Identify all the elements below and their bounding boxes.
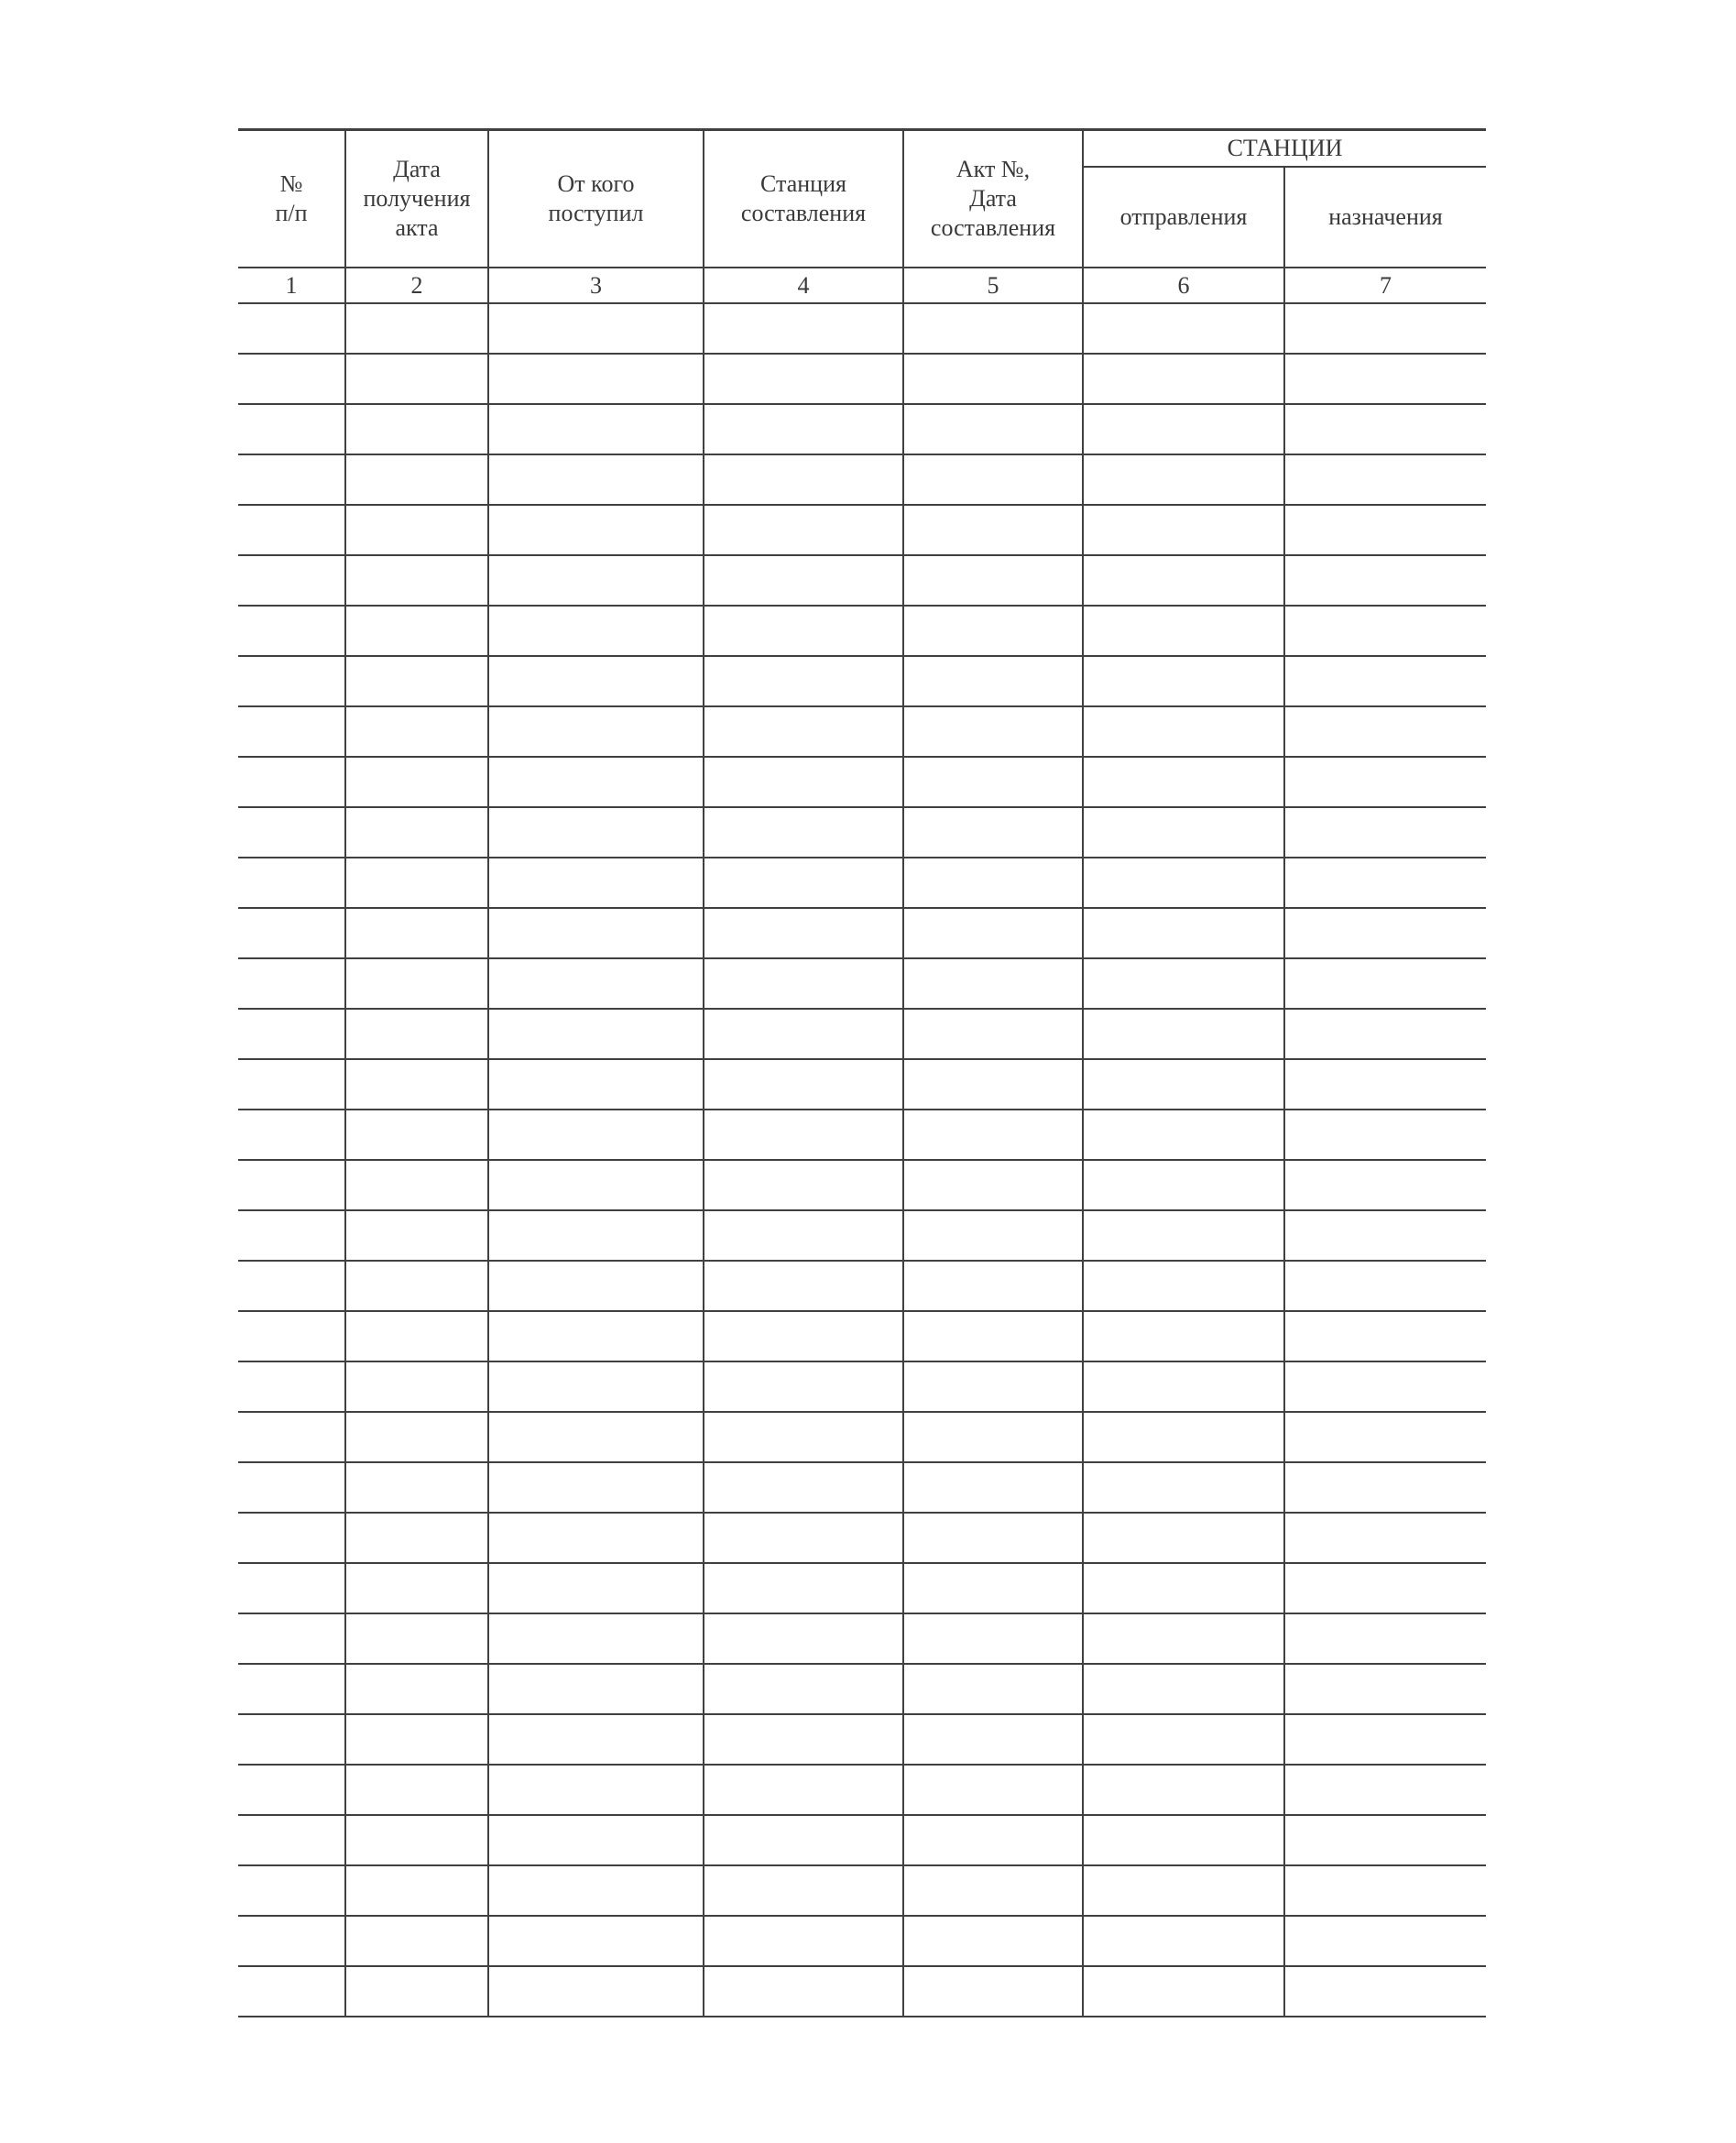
table-cell[interactable] (1284, 1160, 1486, 1210)
table-cell[interactable] (488, 1563, 704, 1613)
table-cell[interactable] (1083, 807, 1284, 858)
table-cell[interactable] (488, 404, 704, 454)
table-cell[interactable] (1284, 1361, 1486, 1412)
table-row (238, 1613, 1486, 1664)
table-cell[interactable] (903, 606, 1083, 656)
table-cell[interactable] (1083, 1765, 1284, 1815)
table-cell[interactable] (903, 1714, 1083, 1765)
table-cell[interactable] (1083, 1210, 1284, 1261)
table-cell[interactable] (704, 555, 903, 606)
table-cell[interactable] (903, 706, 1083, 757)
table-cell[interactable] (238, 1160, 345, 1210)
table-cell[interactable] (903, 1412, 1083, 1462)
table-cell[interactable] (704, 606, 903, 656)
table-row (238, 1513, 1486, 1563)
table-cell[interactable] (345, 1412, 488, 1462)
table-cell[interactable] (488, 656, 704, 706)
table-cell[interactable] (704, 656, 903, 706)
table-cell[interactable] (238, 656, 345, 706)
table-cell[interactable] (345, 1765, 488, 1815)
table-cell[interactable] (238, 1210, 345, 1261)
table-cell[interactable] (1284, 1261, 1486, 1311)
table-cell[interactable] (903, 1664, 1083, 1714)
table-row (238, 757, 1486, 807)
table-cell[interactable] (1284, 1966, 1486, 2017)
table-cell[interactable] (345, 1311, 488, 1361)
table-cell[interactable] (345, 807, 488, 858)
table-row (238, 404, 1486, 454)
table-cell[interactable] (1284, 757, 1486, 807)
table-cell[interactable] (1284, 958, 1486, 1009)
table-row (238, 1160, 1486, 1210)
header-group-stations: СТАНЦИИ (1083, 130, 1486, 168)
table-cell[interactable] (238, 303, 345, 354)
table-cell[interactable] (238, 908, 345, 958)
table-cell[interactable] (1083, 606, 1284, 656)
table-cell[interactable] (903, 1513, 1083, 1563)
table-cell[interactable] (1284, 1714, 1486, 1765)
table-cell[interactable] (238, 1513, 345, 1563)
table-cell[interactable] (1284, 1210, 1486, 1261)
table-cell[interactable] (238, 1110, 345, 1160)
table-cell[interactable] (488, 807, 704, 858)
table-row (238, 1916, 1486, 1966)
table-cell[interactable] (345, 958, 488, 1009)
table-cell[interactable] (1284, 1916, 1486, 1966)
table-cell[interactable] (1284, 1110, 1486, 1160)
table-cell[interactable] (345, 303, 488, 354)
table-cell[interactable] (903, 1361, 1083, 1412)
table-cell[interactable] (345, 1966, 488, 2017)
table-cell[interactable] (488, 1714, 704, 1765)
table-cell[interactable] (1284, 706, 1486, 757)
table-cell[interactable] (345, 505, 488, 555)
table-cell[interactable] (1284, 1664, 1486, 1714)
table-cell[interactable] (238, 1815, 345, 1865)
table-row (238, 354, 1486, 404)
table-cell[interactable] (488, 1160, 704, 1210)
header-row-top (238, 130, 1486, 168)
column-number-1: 1 (238, 268, 345, 303)
table-row (238, 606, 1486, 656)
table-cell[interactable] (488, 1613, 704, 1664)
table-cell[interactable] (1284, 1059, 1486, 1110)
table-cell[interactable] (345, 354, 488, 404)
table-cell[interactable] (903, 1110, 1083, 1160)
table-cell[interactable] (488, 1412, 704, 1462)
table-cell[interactable] (238, 354, 345, 404)
table-row (238, 1311, 1486, 1361)
table-cell[interactable] (1083, 757, 1284, 807)
table-cell[interactable] (704, 1563, 903, 1613)
table-cell[interactable] (704, 1210, 903, 1261)
table-cell[interactable] (488, 1361, 704, 1412)
table-row (238, 1210, 1486, 1261)
table-cell[interactable] (704, 1361, 903, 1412)
table-cell[interactable] (345, 1160, 488, 1210)
column-number-5: 5 (903, 268, 1083, 303)
table-cell[interactable] (345, 1865, 488, 1916)
table-cell[interactable] (345, 1462, 488, 1513)
table-cell[interactable] (704, 354, 903, 404)
table-row (238, 706, 1486, 757)
table-cell[interactable] (238, 1865, 345, 1916)
table-row (238, 505, 1486, 555)
table-cell[interactable] (704, 1765, 903, 1815)
table-cell[interactable] (488, 303, 704, 354)
table-cell[interactable] (345, 656, 488, 706)
table-cell[interactable] (488, 1966, 704, 2017)
table-row (238, 1059, 1486, 1110)
table-body (238, 303, 1486, 2017)
table-cell[interactable] (903, 1160, 1083, 1210)
table-cell[interactable] (345, 1563, 488, 1613)
table-cell[interactable] (1083, 1412, 1284, 1462)
table-cell[interactable] (704, 404, 903, 454)
table-cell[interactable] (704, 757, 903, 807)
table-cell[interactable] (903, 958, 1083, 1009)
column-number-2: 2 (345, 268, 488, 303)
table-cell[interactable] (488, 1210, 704, 1261)
table-cell[interactable] (1284, 354, 1486, 404)
header-col-destination: назначения (1284, 167, 1486, 268)
table-cell[interactable] (238, 1361, 345, 1412)
table-cell[interactable] (1284, 656, 1486, 706)
table-cell[interactable] (704, 1009, 903, 1059)
table-cell[interactable] (704, 1664, 903, 1714)
table-cell[interactable] (704, 454, 903, 505)
table-cell[interactable] (704, 1261, 903, 1311)
table-cell[interactable] (345, 1009, 488, 1059)
table-cell[interactable] (238, 807, 345, 858)
table-cell[interactable] (1284, 1311, 1486, 1361)
table-cell[interactable] (238, 1059, 345, 1110)
table-cell[interactable] (1083, 1513, 1284, 1563)
table-cell[interactable] (238, 555, 345, 606)
table-cell[interactable] (1083, 1361, 1284, 1412)
table-cell[interactable] (1284, 1462, 1486, 1513)
table-cell[interactable] (704, 1059, 903, 1110)
table-cell[interactable] (1284, 454, 1486, 505)
table-cell[interactable] (238, 1261, 345, 1311)
table-cell[interactable] (704, 1966, 903, 2017)
table-cell[interactable] (1284, 1563, 1486, 1613)
table-row (238, 1412, 1486, 1462)
table-cell[interactable] (1284, 858, 1486, 908)
table-cell[interactable] (488, 354, 704, 404)
table-cell[interactable] (1083, 1009, 1284, 1059)
table-cell[interactable] (704, 303, 903, 354)
table-cell[interactable] (488, 1261, 704, 1311)
table-cell[interactable] (345, 757, 488, 807)
table-cell[interactable] (345, 1261, 488, 1311)
table-cell[interactable] (488, 1513, 704, 1563)
table-cell[interactable] (1083, 1110, 1284, 1160)
table-cell[interactable] (238, 1311, 345, 1361)
header-col-receipt-date: Дата получения акта (345, 130, 488, 268)
table-row (238, 1361, 1486, 1412)
table-cell[interactable] (903, 354, 1083, 404)
table-cell[interactable] (238, 1714, 345, 1765)
table-cell[interactable] (1284, 908, 1486, 958)
table-cell[interactable] (1083, 454, 1284, 505)
table-cell[interactable] (1083, 858, 1284, 908)
table-cell[interactable] (238, 404, 345, 454)
table-cell[interactable] (488, 1311, 704, 1361)
table-cell[interactable] (488, 555, 704, 606)
table-cell[interactable] (903, 1815, 1083, 1865)
table-cell[interactable] (345, 1815, 488, 1865)
table-cell[interactable] (704, 1110, 903, 1160)
table-cell[interactable] (488, 1462, 704, 1513)
table-row (238, 908, 1486, 958)
header-col-number: № п/п (238, 130, 345, 268)
table-cell[interactable] (903, 908, 1083, 958)
table-cell[interactable] (488, 958, 704, 1009)
table-row (238, 454, 1486, 505)
table-cell[interactable] (238, 1563, 345, 1613)
table-row (238, 858, 1486, 908)
table-cell[interactable] (345, 1664, 488, 1714)
table-cell[interactable] (345, 1210, 488, 1261)
table-cell[interactable] (345, 404, 488, 454)
table-cell[interactable] (1083, 706, 1284, 757)
table-cell[interactable] (238, 958, 345, 1009)
table-cell[interactable] (345, 858, 488, 908)
table-cell[interactable] (1284, 303, 1486, 354)
table-cell[interactable] (488, 1664, 704, 1714)
table-cell[interactable] (345, 1513, 488, 1563)
table-cell[interactable] (1083, 1311, 1284, 1361)
table-cell[interactable] (238, 1462, 345, 1513)
table-cell[interactable] (903, 454, 1083, 505)
table-row (238, 1865, 1486, 1916)
table-cell[interactable] (238, 505, 345, 555)
table-cell[interactable] (903, 404, 1083, 454)
table-cell[interactable] (1083, 404, 1284, 454)
table-cell[interactable] (903, 1009, 1083, 1059)
table-cell[interactable] (238, 1613, 345, 1664)
table-row (238, 1765, 1486, 1815)
table-cell[interactable] (704, 1815, 903, 1865)
table-cell[interactable] (345, 908, 488, 958)
column-number-7: 7 (1284, 268, 1486, 303)
table-cell[interactable] (704, 1462, 903, 1513)
table-cell[interactable] (1083, 1664, 1284, 1714)
table-cell[interactable] (1083, 1613, 1284, 1664)
table-cell[interactable] (488, 1916, 704, 1966)
table-cell[interactable] (1284, 1513, 1486, 1563)
table-row (238, 555, 1486, 606)
table-cell[interactable] (704, 1513, 903, 1563)
table-cell[interactable] (1083, 555, 1284, 606)
table-cell[interactable] (345, 1110, 488, 1160)
header-col-act-number-date: Акт №, Дата составления (903, 130, 1083, 268)
table-cell[interactable] (345, 1916, 488, 1966)
table-cell[interactable] (238, 1664, 345, 1714)
table-cell[interactable] (903, 1563, 1083, 1613)
table-row (238, 1563, 1486, 1613)
table-cell[interactable] (1083, 908, 1284, 958)
table-row (238, 1664, 1486, 1714)
table-cell[interactable] (903, 555, 1083, 606)
table-cell[interactable] (1284, 404, 1486, 454)
table-cell[interactable] (704, 1714, 903, 1765)
table-cell[interactable] (238, 1916, 345, 1966)
table-cell[interactable] (238, 606, 345, 656)
table-cell[interactable] (1284, 1613, 1486, 1664)
table-row (238, 303, 1486, 354)
table-cell[interactable] (238, 1412, 345, 1462)
table-cell[interactable] (903, 1916, 1083, 1966)
table-cell[interactable] (1284, 1009, 1486, 1059)
column-number-4: 4 (704, 268, 903, 303)
table-row (238, 656, 1486, 706)
table-cell[interactable] (1083, 505, 1284, 555)
table-cell[interactable] (704, 958, 903, 1009)
table-cell[interactable] (488, 1815, 704, 1865)
table-cell[interactable] (488, 1765, 704, 1815)
table-cell[interactable] (1083, 1462, 1284, 1513)
table-cell[interactable] (903, 807, 1083, 858)
table-cell[interactable] (903, 505, 1083, 555)
table-cell[interactable] (238, 757, 345, 807)
table-row (238, 1110, 1486, 1160)
table-cell[interactable] (903, 1765, 1083, 1815)
table-row (238, 958, 1486, 1009)
table-cell[interactable] (345, 454, 488, 505)
table-cell[interactable] (704, 1916, 903, 1966)
table-cell[interactable] (704, 1160, 903, 1210)
table-cell[interactable] (704, 1412, 903, 1462)
table-cell[interactable] (704, 706, 903, 757)
column-number-6: 6 (1083, 268, 1284, 303)
header-col-from-whom: От кого поступил (488, 130, 704, 268)
header-col-departure: отправления (1083, 167, 1284, 268)
table-cell[interactable] (488, 606, 704, 656)
table-cell[interactable] (1284, 1865, 1486, 1916)
table-cell[interactable] (1284, 1765, 1486, 1815)
table-cell[interactable] (1083, 1815, 1284, 1865)
table-cell[interactable] (238, 1009, 345, 1059)
table-cell[interactable] (704, 807, 903, 858)
table-cell[interactable] (345, 1714, 488, 1765)
table-cell[interactable] (903, 1613, 1083, 1664)
table-cell[interactable] (903, 1462, 1083, 1513)
table-row (238, 807, 1486, 858)
table-cell[interactable] (903, 1865, 1083, 1916)
table-cell[interactable] (1083, 656, 1284, 706)
column-number-row (238, 268, 1486, 303)
table-cell[interactable] (238, 1966, 345, 2017)
column-number-3: 3 (488, 268, 704, 303)
table-cell[interactable] (1284, 807, 1486, 858)
table-cell[interactable] (903, 303, 1083, 354)
table-cell[interactable] (1284, 606, 1486, 656)
table-cell[interactable] (1083, 1059, 1284, 1110)
table-cell[interactable] (238, 706, 345, 757)
table-cell[interactable] (488, 908, 704, 958)
table-cell[interactable] (488, 757, 704, 807)
table-row (238, 1009, 1486, 1059)
table-cell[interactable] (1083, 1966, 1284, 2017)
table-cell[interactable] (238, 1765, 345, 1815)
table-cell[interactable] (903, 1261, 1083, 1311)
table-cell[interactable] (1083, 1865, 1284, 1916)
table-row (238, 1966, 1486, 2017)
table-row (238, 1261, 1486, 1311)
table-cell[interactable] (1284, 1412, 1486, 1462)
table-cell[interactable] (704, 1613, 903, 1664)
table-cell[interactable] (704, 1311, 903, 1361)
table-cell[interactable] (238, 454, 345, 505)
table-cell[interactable] (488, 505, 704, 555)
table-cell[interactable] (488, 454, 704, 505)
table-cell[interactable] (1284, 505, 1486, 555)
table-cell[interactable] (345, 606, 488, 656)
table-cell[interactable] (704, 908, 903, 958)
register-table (238, 128, 1486, 2017)
table-cell[interactable] (903, 1210, 1083, 1261)
table-cell[interactable] (488, 706, 704, 757)
table-cell[interactable] (488, 1865, 704, 1916)
table-cell[interactable] (345, 1361, 488, 1412)
table-cell[interactable] (903, 1059, 1083, 1110)
table-cell[interactable] (704, 1865, 903, 1916)
table-cell[interactable] (1083, 1160, 1284, 1210)
table-cell[interactable] (1284, 1815, 1486, 1865)
table-cell[interactable] (903, 858, 1083, 908)
table-cell[interactable] (488, 1110, 704, 1160)
table-cell[interactable] (1083, 1714, 1284, 1765)
table-cell[interactable] (345, 1059, 488, 1110)
table-cell[interactable] (903, 1966, 1083, 2017)
table-cell[interactable] (238, 858, 345, 908)
table-cell[interactable] (1284, 555, 1486, 606)
table-row (238, 1462, 1486, 1513)
table-row (238, 1815, 1486, 1865)
table-cell[interactable] (704, 505, 903, 555)
table-row (238, 1714, 1486, 1765)
table-cell[interactable] (1083, 958, 1284, 1009)
table-cell[interactable] (488, 858, 704, 908)
table-cell[interactable] (1083, 1261, 1284, 1311)
table-cell[interactable] (1083, 303, 1284, 354)
table-cell[interactable] (345, 1613, 488, 1664)
table-cell[interactable] (1083, 354, 1284, 404)
header-col-compilation-station: Станция составления (704, 130, 903, 268)
table-cell[interactable] (488, 1059, 704, 1110)
table-cell[interactable] (345, 706, 488, 757)
table-cell[interactable] (1083, 1563, 1284, 1613)
table-cell[interactable] (903, 656, 1083, 706)
table-cell[interactable] (488, 1009, 704, 1059)
table-cell[interactable] (345, 555, 488, 606)
table-cell[interactable] (903, 1311, 1083, 1361)
table-cell[interactable] (704, 858, 903, 908)
table-cell[interactable] (1083, 1916, 1284, 1966)
table-cell[interactable] (903, 757, 1083, 807)
